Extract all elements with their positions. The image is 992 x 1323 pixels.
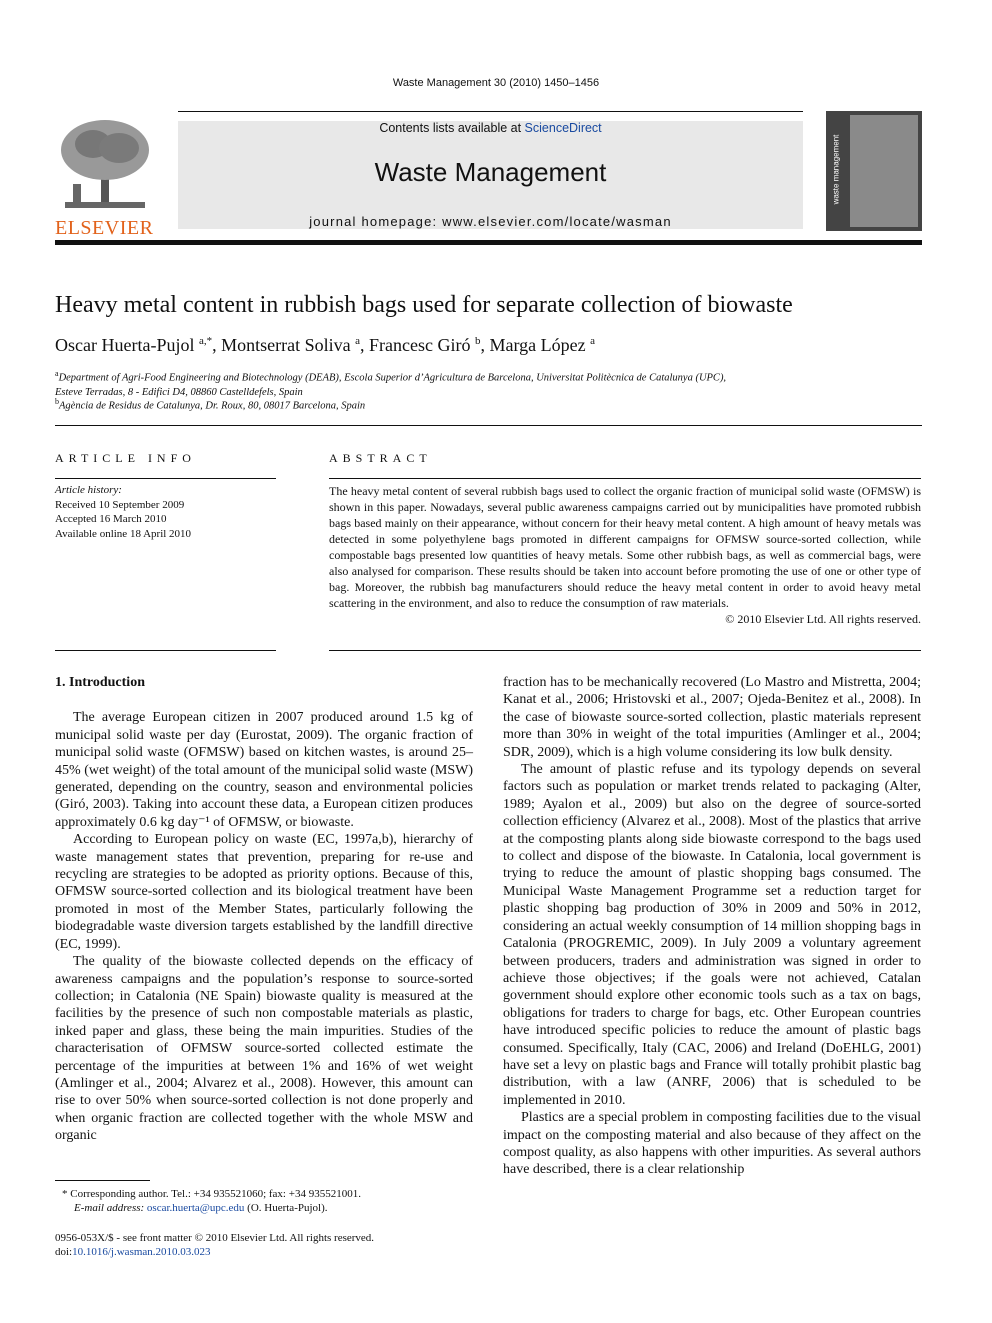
affiliation-b: $^b$Agència de Residus de Catalunya, Dr. Roux, 80, 08017 Barcelona, Spain xyxy=(55,397,366,412)
author-affil-mark[interactable]: b xyxy=(474,335,481,347)
author-name: Montserrat Soliva xyxy=(221,335,351,355)
journal-banner xyxy=(178,121,803,229)
author-affil-mark[interactable]: a,* xyxy=(198,335,213,347)
journal-cover xyxy=(826,111,922,231)
homepage-link[interactable]: www.elsevier.com/locate/wasman xyxy=(442,214,672,229)
paragraph: The amount of plastic refuse and its typology depends on several factors such as population or market trends related to packaging (Alter, 1989; Ayalon et al., 2009) but also on the degree of source-sorted collection efficiency (Alvarez et al., 2008). Most of the plastics that arrive at the composting plants along side biowaste correspond to the bags used to collect and dispose of the biowaste. In Catalonia, local government is trying to reduce the amount of plastic shopping bags consumed. The Municipal Waste Management Programme set a reduction target for plastic shopping bag production of 30% in 2009 and 50% in 2012, considering an actual weekly consumption of 14 million shopping bags in Catalonia (PROGREMIC, 2009). In July 2009 a voluntary agreement between producers, traders and administration was signed in order to achieve those objectives; if the goals were not achieved, Catalan government should explore other economic tools such as a tax on bags, obligations for traders to charge for bags, etc. Other European countries have introduced specific policies to reduce the amount of plastic bags consumed. Specifically, Italy (CAC, 2006) and Ireland (DoEHLG, 2001) have set a levy on plastic bags and France will totally prohibit plastic bag distribution, with a law (ANRF, 2006) that is scheduled to be implemented in 2010. xyxy=(503,762,921,1108)
publisher-logo-text: ELSEVIER xyxy=(55,217,154,239)
author-name: Oscar Huerta-Pujol xyxy=(55,335,195,355)
front-matter: 0956-053X/$ - see front matter © 2010 Elsevier Ltd. All rights reserved. doi:10.1016/j.wasman.2010.03.023 xyxy=(55,1232,375,1258)
paragraph: The quality of the biowaste collected depends on the efficacy of awareness campaigns and the population’s response to source-sorted collection; in Catalonia (NE Spain) biowaste quality is measured at the facilities by the presence of such non compostable materials as plastic, inked paper and glass, these being the main impurities. Studies of the characterisation of OFMSW source-sorted collected estimate the percentage of the impurities at between 1% and 16% of wet weight (Amlinger et al., 2004; Alvarez et al., 2008). However, this amount can rise to over 50% when source-sorted collection is not done properly and when organic fraction are collected together with the whole MSW and organic xyxy=(55,954,473,1144)
author-list: Oscar Huerta-Pujol $^{a,*}$, Montserrat Soliva $^a$, Francesc Giró $^b$, Marga López $^a$ xyxy=(55,335,595,355)
footnote-rule xyxy=(55,1180,150,1181)
email-link[interactable]: oscar.huerta@upc.edu xyxy=(146,1202,245,1214)
paragraph: According to European policy on waste (EC, 1997a,b), hierarchy of waste management states that prevention, preparing for re-use and recycling are strategies to be adopted as priority options. Because of this, OFMSW source-sorted collection and its biological treatment have been promoted in most of the Member States, particularly following the biodegradable waste diversion targets established by the landfill directive (EC, 1999). xyxy=(55,832,473,952)
paragraph: The average European citizen in 2007 produced around 1.5 kg of municipal solid waste per day (Eurostat, 2009). The organic fraction of municipal solid waste (OFMSW) based on kitchen wastes, is around 25–45% (wet weight) of the total amount of the municipal solid waste (MSW) generated, depending on the country, season and environmental policies (Giró, 2003). Taking into account these data, a European citizen produces approximately 0.6 kg day⁻¹ of OFMSW, or biowaste. xyxy=(55,710,473,830)
article-history: Article history: Received 10 September 2009 Accepted 16 March 2010 Available online 18 April 2010 xyxy=(55,484,192,540)
author-affil-mark[interactable]: a xyxy=(590,335,595,347)
divider xyxy=(329,478,921,479)
author-name: Francesc Giró xyxy=(368,335,471,355)
article-info-heading: ARTICLE INFO xyxy=(55,451,196,465)
contents-line: Contents lists available at ScienceDirect xyxy=(379,121,602,135)
abstract-heading: ABSTRACT xyxy=(329,451,432,465)
running-head: Waste Management 30 (2010) 1450–1456 xyxy=(392,77,600,89)
tree-icon xyxy=(55,118,155,214)
paragraph: Plastics are a special problem in composting facilities due to the visual impact on the composting material and also because of they affect on the compost quality, as also happens with other impurities. As several authors have described, there is a clear relationship xyxy=(503,1110,921,1178)
header-rule-thick xyxy=(55,240,922,245)
abstract-body: The heavy metal content of several rubbish bags used to collect the organic fraction of municipal solid waste (OFMSW) is shown in this paper. Nowadays, several public awareness campaigns carried out by municipalities have promoted rubbish bags based mainly on their appearance, without concern for their heavy metal content. A high amount of heavy metals was detected in some polyethylene bags promoted in different campaigns for OFMSW source-sorted collection, while compostable bags presented low quantities of heavy metals. Some other rubbish bags, as well as commercial bags, were also analysed for comparison. These results should be taken into account before promoting the use of one or other type of bag. Moreover, the rubbish bag manufacturers should reduce the heavy metal content in order to avoid heavy metal scattering in the environment, and also to reduce the consumption of raw materials. © 2010 Elsevier Ltd. All rights reserved. xyxy=(329,484,921,626)
elsevier-logo xyxy=(55,118,155,239)
divider xyxy=(329,650,921,651)
divider xyxy=(55,478,276,479)
paragraph: fraction has to be mechanically recovered (Lo Mastro and Mistretta, 2004; Kanat et al., 2006; Hristovski et al., 2007; Ojeda-Benitez et al., 2008). In the case of biowaste source-sorted collection, plastic materials represent more than 30% in weight of the total impurities (Amlinger et al., 2004; SDR, 2009), which is a high volume considering its low bulk density. xyxy=(503,675,921,760)
body-right-column xyxy=(503,674,921,1179)
section-heading: 1. Introduction xyxy=(55,675,145,690)
journal-homepage: journal homepage: www.elsevier.com/locate/wasman xyxy=(309,214,672,229)
body-left-column xyxy=(55,674,473,1145)
journal-title: Waste Management xyxy=(374,157,607,187)
affiliation-a: $^a$Department of Agri-Food Engineering and Biotechnology (DEAB), Escola Superior d’Agricultura de Barcelona, Universitat Politècnica de Catalunya (UPC), Esteve Terradas, 8 - Edifici D4, 08860 Castelldefels, Spain xyxy=(55,369,727,398)
author-name: Marga López xyxy=(489,335,586,355)
author-affil-mark[interactable]: a xyxy=(355,335,360,347)
cover-image xyxy=(850,115,918,227)
article-title: Heavy metal content in rubbish bags used for separate collection of biowaste xyxy=(55,292,793,318)
footnote-corresponding: * Corresponding author. Tel.: +34 935521060; fax: +34 935521001. E-mail address: oscar.huerta@upc.edu (O. Huerta-Pujol). xyxy=(62,1188,361,1214)
cover-title: waste management xyxy=(831,134,841,205)
sciencedirect-link[interactable]: ScienceDirect xyxy=(524,121,602,135)
divider xyxy=(55,425,922,426)
abstract-copyright: © 2010 Elsevier Ltd. All rights reserved. xyxy=(725,612,921,626)
divider xyxy=(55,650,276,651)
header-rule-top xyxy=(178,111,803,112)
doi-link[interactable]: 10.1016/j.wasman.2010.03.023 xyxy=(72,1246,211,1258)
